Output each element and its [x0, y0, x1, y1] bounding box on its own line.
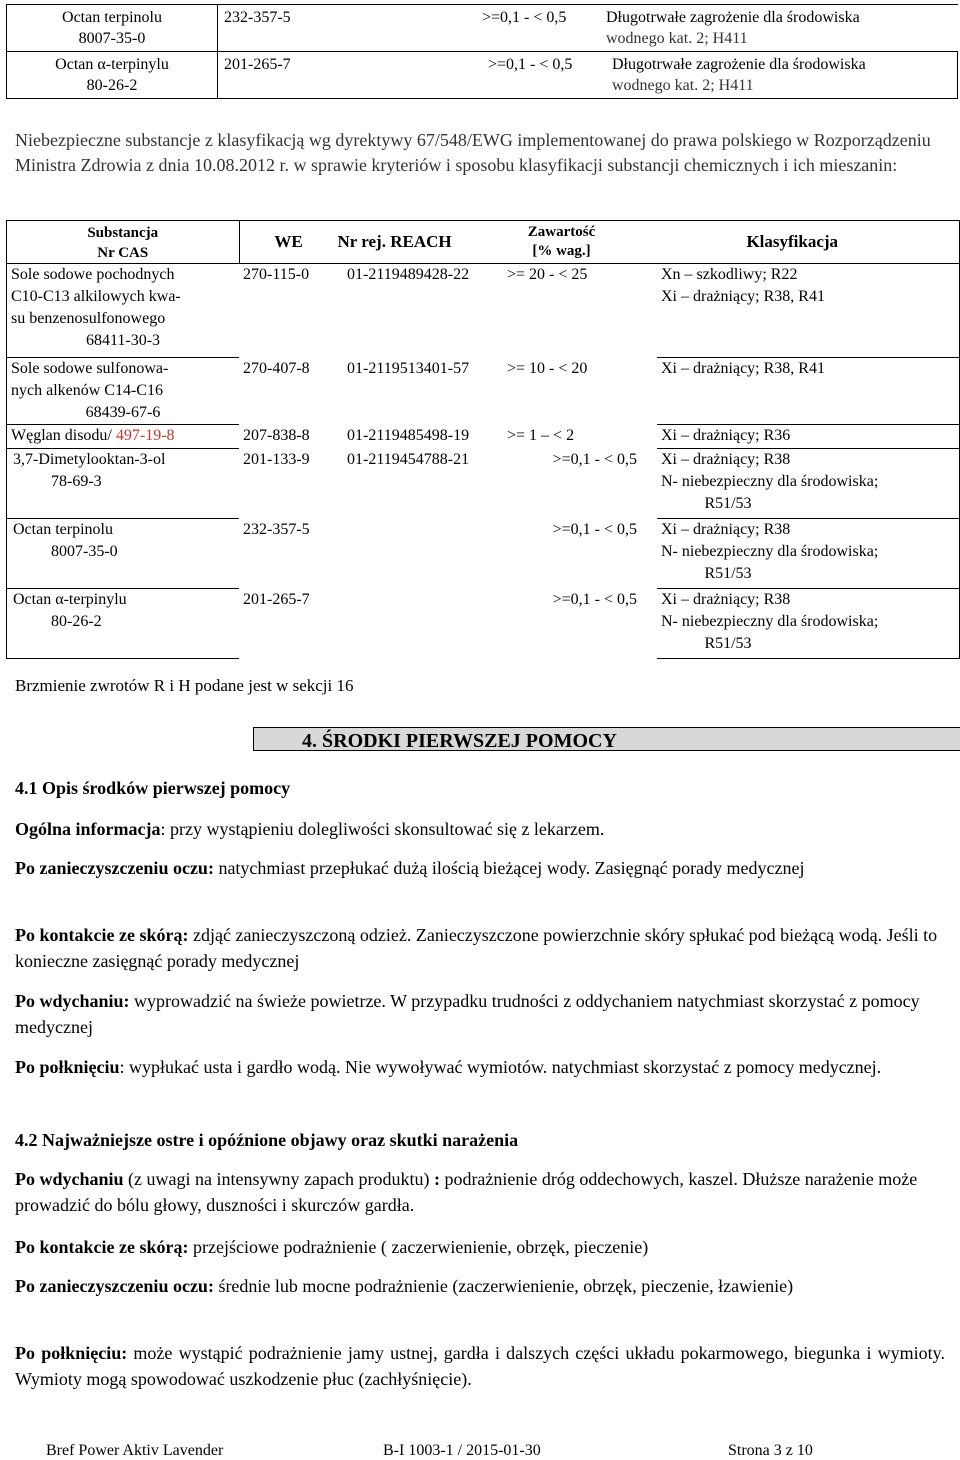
substance-line: su benzenosulfonowego: [11, 310, 166, 327]
footer-product: Bref Power Aktiv Lavender: [46, 1442, 224, 1459]
we-number: 232-357-5: [224, 9, 291, 26]
paragraph-label: Ogólna informacja: [15, 819, 161, 839]
substance-line: nych alkenów C14-C16: [11, 382, 163, 399]
table-row: [7, 52, 958, 99]
substance-line: Octan terpinolu: [13, 521, 113, 538]
cas-number: 78-69-3: [51, 473, 102, 490]
table-row: [7, 589, 960, 659]
we-number: 232-357-5: [243, 520, 310, 538]
section-4-1-title: 4.1 Opis środków pierwszej pomocy: [15, 778, 291, 798]
first-aid-paragraph: [15, 988, 945, 1040]
table-row: [7, 519, 960, 589]
paragraph-text: średnie lub mocne podrażnienie (zaczerwienienie, obrzęk, pieczenie, łzawienie): [213, 1276, 794, 1296]
first-aid-paragraph: [15, 922, 945, 974]
classification-line: Xn – szkodliwy; R22: [661, 266, 798, 283]
substance-line: Sole sodowe sulfonowa-: [11, 360, 169, 377]
table-row: [7, 449, 960, 519]
classification-line: R51/53: [704, 565, 752, 582]
content-value: >=0,1 - < 0,5: [552, 450, 637, 468]
cas-number: 8007-35-0: [78, 30, 146, 47]
paragraph-text: : wypłukać usta i gardło wodą. Nie wywoływać wymiotów. natychmiast skorzystać z pomocy medycznej.: [119, 1057, 882, 1077]
footer-document: B-I 1003-1 / 2015-01-30: [383, 1442, 541, 1459]
section-4-banner: [253, 727, 960, 751]
we-number: 201-265-7: [243, 590, 310, 608]
content-value: >=0,1 - < 0,5: [488, 56, 573, 73]
substance-line: Octan α-terpinylu: [13, 591, 127, 608]
intro-paragraph: Niebezpieczne substancje z klasyfikacją wg dyrektywy 67/548/EWG implementowanej do prawa polskiego w Rozporządzeniu Ministra Zdrowia z dnia 10.08.2012 r. w sprawie kryteriów i sposobu klasyfikacji substancji chemicznych i ich mieszanin:: [15, 130, 931, 175]
substance-line: Sole sodowe pochodnych: [11, 266, 175, 283]
we-number: 207-838-8: [243, 426, 310, 444]
paragraph-label: Po wdychaniu:: [15, 991, 130, 1011]
classification-line: Długotrwałe zagrożenie dla środowiska: [606, 9, 860, 26]
header-substance: Substancja: [87, 225, 159, 241]
reach-number: [343, 519, 503, 589]
content-value: >= 20 - < 25: [507, 266, 588, 283]
paragraph-text: może wystąpić podrażnienie jamy ustnej, gardła i dalszych części układu pokarmowego, biegunka i wymioty. Wymioty mogą spowodować uszkodzenie płuc (zachłyśnięcie).: [15, 1343, 946, 1389]
section-4-2-title: 4.2 Najważniejsze ostre i opóźnione objawy oraz skutki narażenia: [15, 1130, 519, 1150]
classification-line: Xi – drażniący; R38: [661, 521, 791, 538]
reach-number: 01-2119485498-19: [347, 426, 470, 444]
content-value: >= 10 - < 20: [507, 359, 588, 377]
paragraph-label: Po kontakcie ze skórą:: [15, 1237, 189, 1257]
paragraph-label: Po kontakcie ze skórą:: [15, 925, 189, 945]
section-4-title: 4. ŚRODKI PIERWSZEJ POMOCY: [302, 730, 617, 752]
header-reach: Nr rej. REACH: [337, 232, 452, 251]
paragraph-text: zdjąć zanieczyszczoną odzież. Zanieczyszczone powierzchnie skóry spłukać pod bieżącą wodą. Jeśli to konieczne zasięgnąć porady medycznej: [15, 925, 938, 971]
symptoms-paragraph: [15, 1340, 945, 1392]
reach-number: 01-2119454788-21: [347, 450, 470, 468]
we-number: 270-115-0: [243, 266, 310, 283]
paragraph-label: Po zanieczyszczeniu oczu:: [15, 1276, 214, 1296]
classification-line: Xi – drażniący; R38: [661, 451, 791, 468]
classification-line: N- niebezpieczny dla środowiska;: [661, 543, 879, 560]
first-aid-paragraph: [15, 855, 945, 881]
classification-line: Xi – drażniący; R36: [661, 427, 791, 444]
paragraph-text: wyprowadzić na świeże powietrze. W przypadku trudności z oddychaniem natychmiast skorzystać z pomocy medycznej: [15, 991, 920, 1037]
classification-line: R51/53: [704, 495, 752, 512]
table-row: [7, 425, 960, 449]
content-value: >= 1 – < 2: [507, 426, 575, 444]
paragraph-label: Po zanieczyszczeniu oczu:: [15, 858, 214, 878]
paragraph-text: (z uwagi na intensywny zapach produktu): [123, 1169, 434, 1189]
classification-line: wodnego kat. 2; H411: [606, 30, 748, 47]
classification-line: wodnego kat. 2; H411: [612, 77, 754, 94]
substance-line: Węglan disodu/: [11, 427, 116, 444]
r-h-note: Brzmienie zwrotów R i H podane jest w sekcji 16: [15, 676, 354, 695]
paragraph-text: natychmiast przepłukać dużą ilością bieżącej wody. Zasięgnąć porady medycznej: [213, 858, 805, 878]
content-value: >=0,1 - < 0,5: [482, 9, 567, 26]
classification-line: N- niebezpieczny dla środowiska;: [661, 473, 879, 490]
substance-name: Octan α-terpinylu: [55, 56, 169, 73]
paragraph-label: :: [433, 1169, 440, 1189]
header-we: WE: [274, 232, 303, 251]
header-classification: Klasyfikacja: [746, 232, 839, 251]
cas-number: 8007-35-0: [51, 543, 118, 560]
paragraph-text: : przy wystąpieniu dolegliwości skonsultować się z lekarzem.: [160, 819, 605, 839]
cas-number: 80-26-2: [51, 613, 102, 630]
classification-line: Xi – drażniący; R38: [661, 591, 791, 608]
paragraph-label: Po połknięciu: [15, 1057, 120, 1077]
we-number: 201-265-7: [224, 56, 291, 73]
we-number: 270-407-8: [243, 359, 310, 377]
header-unit: [% wag.]: [532, 243, 591, 259]
cas-number: 68411-30-3: [85, 332, 161, 349]
classification-table: [6, 220, 960, 659]
reach-number: 01-2119489428-22: [347, 266, 470, 283]
table-body: [7, 264, 960, 659]
we-number: 201-133-9: [243, 450, 310, 468]
table-row: [7, 264, 960, 358]
symptoms-paragraph: [15, 1166, 945, 1218]
substance-name: Octan terpinolu: [62, 9, 162, 26]
symptoms-paragraph: [15, 1273, 945, 1299]
classification-line: N- niebezpieczny dla środowiska;: [661, 613, 879, 630]
cas-number: 68439-67-6: [85, 404, 161, 421]
content-value: >=0,1 - < 0,5: [552, 520, 637, 538]
paragraph-text: podrażnienie dróg oddechowych, kaszel. Dłuższe narażenie może prowadzić do bólu głowy, duszności i skurczów gardła.: [15, 1169, 918, 1215]
first-aid-paragraph: [15, 816, 945, 842]
paragraph-label: Po połknięciu:: [15, 1343, 128, 1363]
classification-line: R51/53: [704, 635, 752, 652]
symptoms-paragraph: [15, 1234, 945, 1260]
substance-line: C10-C13 alkilowych kwa-: [11, 288, 181, 305]
table-row: [7, 358, 960, 425]
substance-line: 3,7-Dimetylooktan-3-ol: [13, 451, 166, 468]
header-content: Zawartość: [527, 224, 596, 240]
table-row: [7, 5, 958, 52]
top-table: [6, 4, 958, 99]
header-cas: Nr CAS: [97, 245, 149, 261]
first-aid-paragraph: [15, 1054, 945, 1080]
reach-number: [343, 589, 503, 659]
cas-number: 80-26-2: [86, 77, 138, 94]
classification-line: Długotrwałe zagrożenie dla środowiska: [612, 56, 866, 73]
paragraph-label: Po wdychaniu: [15, 1169, 124, 1189]
table-header: [7, 221, 960, 264]
footer-page: Strona 3 z 10: [728, 1442, 813, 1459]
content-value: >=0,1 - < 0,5: [552, 590, 637, 608]
classification-line: Xi – drażniący; R38, R41: [661, 288, 825, 305]
paragraph-text: przejściowe podrażnienie ( zaczerwienienie, obrzęk, pieczenie): [188, 1237, 649, 1257]
cas-number: 497-19-8: [115, 427, 175, 444]
classification-line: Xi – drażniący; R38, R41: [661, 360, 825, 377]
reach-number: 01-2119513401-57: [347, 359, 470, 377]
